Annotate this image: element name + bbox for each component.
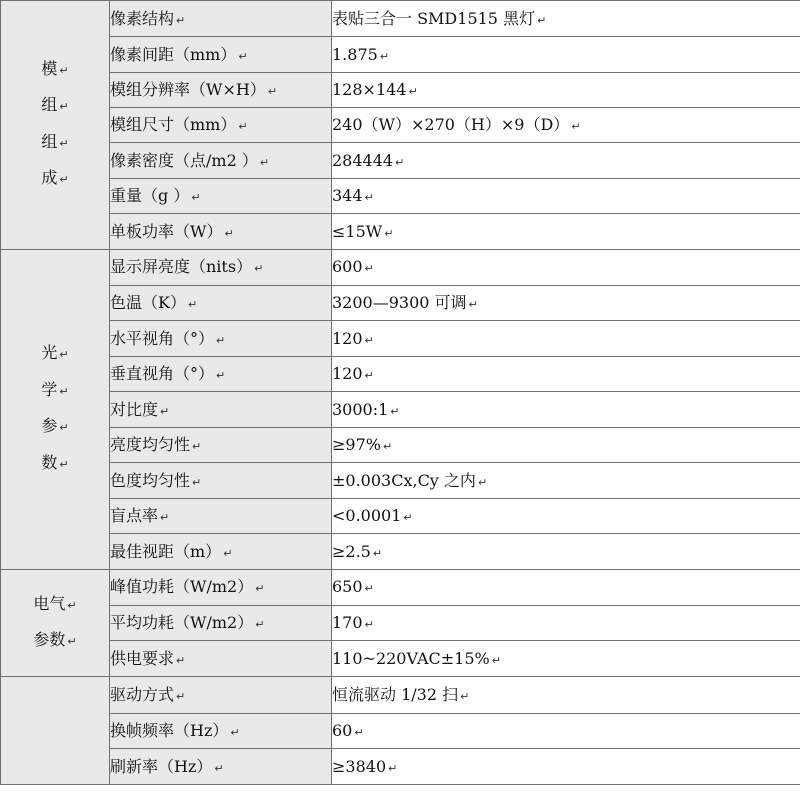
table-row: [1, 463, 800, 499]
table-row: [1, 72, 800, 108]
group-header-text: 成: [41, 168, 58, 188]
spec-label-cell: [110, 427, 332, 463]
spec-value-cell: [332, 498, 800, 534]
spec-value: ≥2.5: [332, 541, 371, 561]
paragraph-mark-icon: [230, 726, 239, 739]
paragraph-mark-icon: [537, 14, 546, 27]
group-header-line: [1, 88, 109, 125]
spec-label-cell: [110, 214, 332, 250]
spec-label: 亮度均匀性: [110, 435, 191, 455]
paragraph-mark-icon: [59, 137, 68, 150]
table-row: [1, 37, 800, 73]
table-row: [1, 749, 800, 785]
spec-value-cell: [332, 392, 800, 428]
spec-label-cell: [110, 321, 332, 357]
spec-value-cell: [332, 72, 800, 108]
spec-label: 驱动方式: [110, 684, 175, 704]
spec-value: 600: [332, 257, 363, 277]
paragraph-mark-icon: [176, 690, 185, 703]
spec-label-cell: [110, 143, 332, 179]
table-row: [1, 641, 800, 677]
spec-value-cell: [332, 214, 800, 250]
group-header-line: [1, 373, 109, 410]
spec-value: 表贴三合一 SMD1515 黑灯: [332, 8, 536, 28]
spec-label-cell: [110, 178, 332, 214]
paragraph-mark-icon: [223, 547, 232, 560]
paragraph-mark-icon: [388, 762, 397, 775]
spec-value: 60: [332, 721, 353, 741]
spec-value: 恒流驱动 1/32 扫: [332, 684, 459, 704]
paragraph-mark-icon: [254, 262, 263, 275]
spec-label: 重量（g ）: [110, 186, 190, 206]
spec-label-cell: [110, 534, 332, 570]
paragraph-mark-icon: [59, 421, 68, 434]
spec-value: 3200—9300 可调: [332, 293, 467, 313]
paragraph-mark-icon: [380, 50, 389, 63]
spec-label-cell: [110, 285, 332, 321]
table-row: [1, 498, 800, 534]
spec-value: ≥97%: [332, 435, 381, 455]
paragraph-mark-icon: [216, 369, 225, 382]
spec-label-cell: [110, 749, 332, 785]
group-header-text: 数: [41, 452, 58, 472]
spec-label-cell: [110, 713, 332, 749]
spec-label: 刷新率（Hz）: [110, 756, 213, 776]
spec-label-cell: [110, 37, 332, 73]
paragraph-mark-icon: [67, 635, 76, 648]
paragraph-mark-icon: [365, 262, 374, 275]
table-row: [1, 1, 800, 37]
spec-label: 模组分辨率（W×H）: [110, 80, 266, 100]
group-header-cell: [1, 569, 110, 676]
spec-label: 供电要求: [110, 648, 175, 668]
spec-label: 平均功耗（W/m2）: [110, 613, 254, 633]
spec-label: 盲点率: [110, 506, 159, 526]
spec-label: 显示屏亮度（nits）: [110, 257, 253, 277]
spec-label-cell: [110, 676, 332, 713]
group-header-line: [1, 125, 109, 162]
spec-table-body: [1, 1, 800, 785]
spec-value-cell: [332, 676, 800, 713]
spec-value: 3000:1: [332, 399, 389, 419]
paragraph-mark-icon: [383, 440, 392, 453]
paragraph-mark-icon: [395, 156, 404, 169]
group-header-text: 参数: [33, 629, 66, 649]
spec-label: 峰值功耗（W/m2）: [110, 577, 254, 597]
spec-label-cell: [110, 356, 332, 392]
spec-value: 170: [332, 613, 363, 633]
spec-value-cell: [332, 37, 800, 73]
paragraph-mark-icon: [59, 64, 68, 77]
spec-label: 单板功率（W）: [110, 221, 223, 241]
spec-value-cell: [332, 285, 800, 321]
group-header-line: [1, 336, 109, 373]
paragraph-mark-icon: [478, 476, 487, 489]
spec-value-cell: [332, 321, 800, 357]
table-row: [1, 249, 800, 285]
spec-label: 换帧频率（Hz）: [110, 721, 229, 741]
spec-label-cell: [110, 641, 332, 677]
group-header-text: 电气: [33, 593, 66, 613]
table-row: [1, 569, 800, 605]
paragraph-mark-icon: [192, 440, 201, 453]
spec-value-cell: [332, 178, 800, 214]
paragraph-mark-icon: [59, 100, 68, 113]
spec-label-cell: [110, 1, 332, 37]
group-header-line: [1, 161, 109, 198]
paragraph-mark-icon: [176, 14, 185, 27]
spec-value-cell: [332, 569, 800, 605]
paragraph-mark-icon: [408, 85, 417, 98]
spec-label-cell: [110, 72, 332, 108]
table-row: [1, 178, 800, 214]
paragraph-mark-icon: [365, 618, 374, 631]
paragraph-mark-icon: [255, 582, 264, 595]
group-header-cell: [1, 1, 110, 250]
group-header-text: 光: [41, 343, 58, 362]
table-row: [1, 392, 800, 428]
paragraph-mark-icon: [365, 582, 374, 595]
spec-value: 128×144: [332, 80, 407, 100]
group-header-text: 参: [41, 416, 58, 435]
paragraph-mark-icon: [191, 191, 200, 204]
paragraph-mark-icon: [214, 762, 223, 775]
spec-label-cell: [110, 498, 332, 534]
table-row: [1, 605, 800, 641]
spec-label: 最佳视距（m）: [110, 541, 222, 561]
spec-value: 110~220VAC±15%: [332, 648, 490, 668]
spec-label: 像素间距（mm）: [110, 44, 237, 64]
spec-label: 对比度: [110, 399, 159, 419]
table-row: [1, 713, 800, 749]
spec-value: ≥3840: [332, 756, 387, 776]
table-row: [1, 427, 800, 463]
paragraph-mark-icon: [192, 476, 201, 489]
paragraph-mark-icon: [224, 227, 233, 240]
spec-value: 120: [332, 328, 363, 348]
table-row: [1, 321, 800, 357]
spec-value: 284444: [332, 150, 394, 170]
table-row: [1, 108, 800, 143]
group-header-text: 学: [41, 379, 58, 399]
spec-value-cell: [332, 356, 800, 392]
spec-value: 344: [332, 186, 363, 206]
table-row: [1, 214, 800, 250]
table-row: [1, 143, 800, 179]
group-header-text: 模: [41, 58, 58, 78]
paragraph-mark-icon: [403, 511, 412, 524]
spec-value-cell: [332, 249, 800, 285]
spec-label: 像素结构: [110, 8, 175, 28]
spec-value: <0.0001: [332, 506, 402, 526]
paragraph-mark-icon: [67, 599, 76, 612]
paragraph-mark-icon: [160, 511, 169, 524]
spec-value-cell: [332, 605, 800, 641]
spec-value-cell: [332, 108, 800, 143]
paragraph-mark-icon: [365, 369, 374, 382]
paragraph-mark-icon: [260, 156, 269, 169]
group-header-line: [1, 446, 109, 483]
spec-label: 模组尺寸（mm）: [110, 115, 237, 135]
group-header-line: [1, 587, 109, 623]
spec-value: ≤15W: [332, 221, 383, 241]
spec-value-cell: [332, 463, 800, 499]
paragraph-mark-icon: [59, 458, 68, 471]
paragraph-mark-icon: [216, 334, 225, 347]
spec-value-cell: [332, 641, 800, 677]
spec-label-cell: [110, 605, 332, 641]
paragraph-mark-icon: [390, 405, 399, 418]
paragraph-mark-icon: [59, 348, 68, 361]
spec-label-cell: [110, 392, 332, 428]
paragraph-mark-icon: [238, 50, 247, 63]
group-header-line: [1, 409, 109, 446]
group-header-text: 组: [41, 95, 58, 115]
group-header-line: [1, 623, 109, 659]
spec-value-cell: [332, 143, 800, 179]
paragraph-mark-icon: [571, 120, 580, 133]
spec-label-cell: [110, 249, 332, 285]
spec-label: 像素密度（点/m2 ）: [110, 150, 258, 170]
paragraph-mark-icon: [160, 405, 169, 418]
group-header-line: [1, 52, 109, 89]
spec-value-cell: [332, 713, 800, 749]
table-row: [1, 534, 800, 570]
spec-label: 色温（K）: [110, 293, 186, 313]
spec-value-cell: [332, 534, 800, 570]
paragraph-mark-icon: [384, 227, 393, 240]
table-row: [1, 356, 800, 392]
spec-value: 1.875: [332, 44, 378, 64]
spec-label-cell: [110, 463, 332, 499]
spec-value: 120: [332, 364, 363, 384]
spec-label: 垂直视角（°）: [110, 364, 215, 384]
paragraph-mark-icon: [373, 547, 382, 560]
paragraph-mark-icon: [365, 191, 374, 204]
group-header-cell: [1, 676, 110, 784]
paragraph-mark-icon: [59, 385, 68, 398]
spec-value-cell: [332, 427, 800, 463]
spec-label: 水平视角（°）: [110, 328, 215, 348]
paragraph-mark-icon: [255, 618, 264, 631]
paragraph-mark-icon: [354, 726, 363, 739]
paragraph-mark-icon: [59, 173, 68, 186]
table-row: [1, 285, 800, 321]
paragraph-mark-icon: [238, 120, 247, 133]
spec-value-cell: [332, 1, 800, 37]
table-row: [1, 676, 800, 713]
spec-value-cell: [332, 749, 800, 785]
spec-value: 240（W）×270（H）×9（D）: [332, 115, 570, 135]
spec-label-cell: [110, 108, 332, 143]
spec-label-cell: [110, 569, 332, 605]
paragraph-mark-icon: [460, 690, 469, 703]
spec-value: 650: [332, 577, 363, 597]
group-header-cell: [1, 249, 110, 569]
paragraph-mark-icon: [492, 654, 501, 667]
group-header-text: 组: [41, 131, 58, 151]
paragraph-mark-icon: [176, 654, 185, 667]
spec-label: 色度均匀性: [110, 470, 191, 490]
paragraph-mark-icon: [469, 298, 478, 311]
paragraph-mark-icon: [365, 334, 374, 347]
spec-value: ±0.003Cx,Cy 之内: [332, 470, 476, 490]
paragraph-mark-icon: [268, 85, 277, 98]
paragraph-mark-icon: [188, 298, 197, 311]
